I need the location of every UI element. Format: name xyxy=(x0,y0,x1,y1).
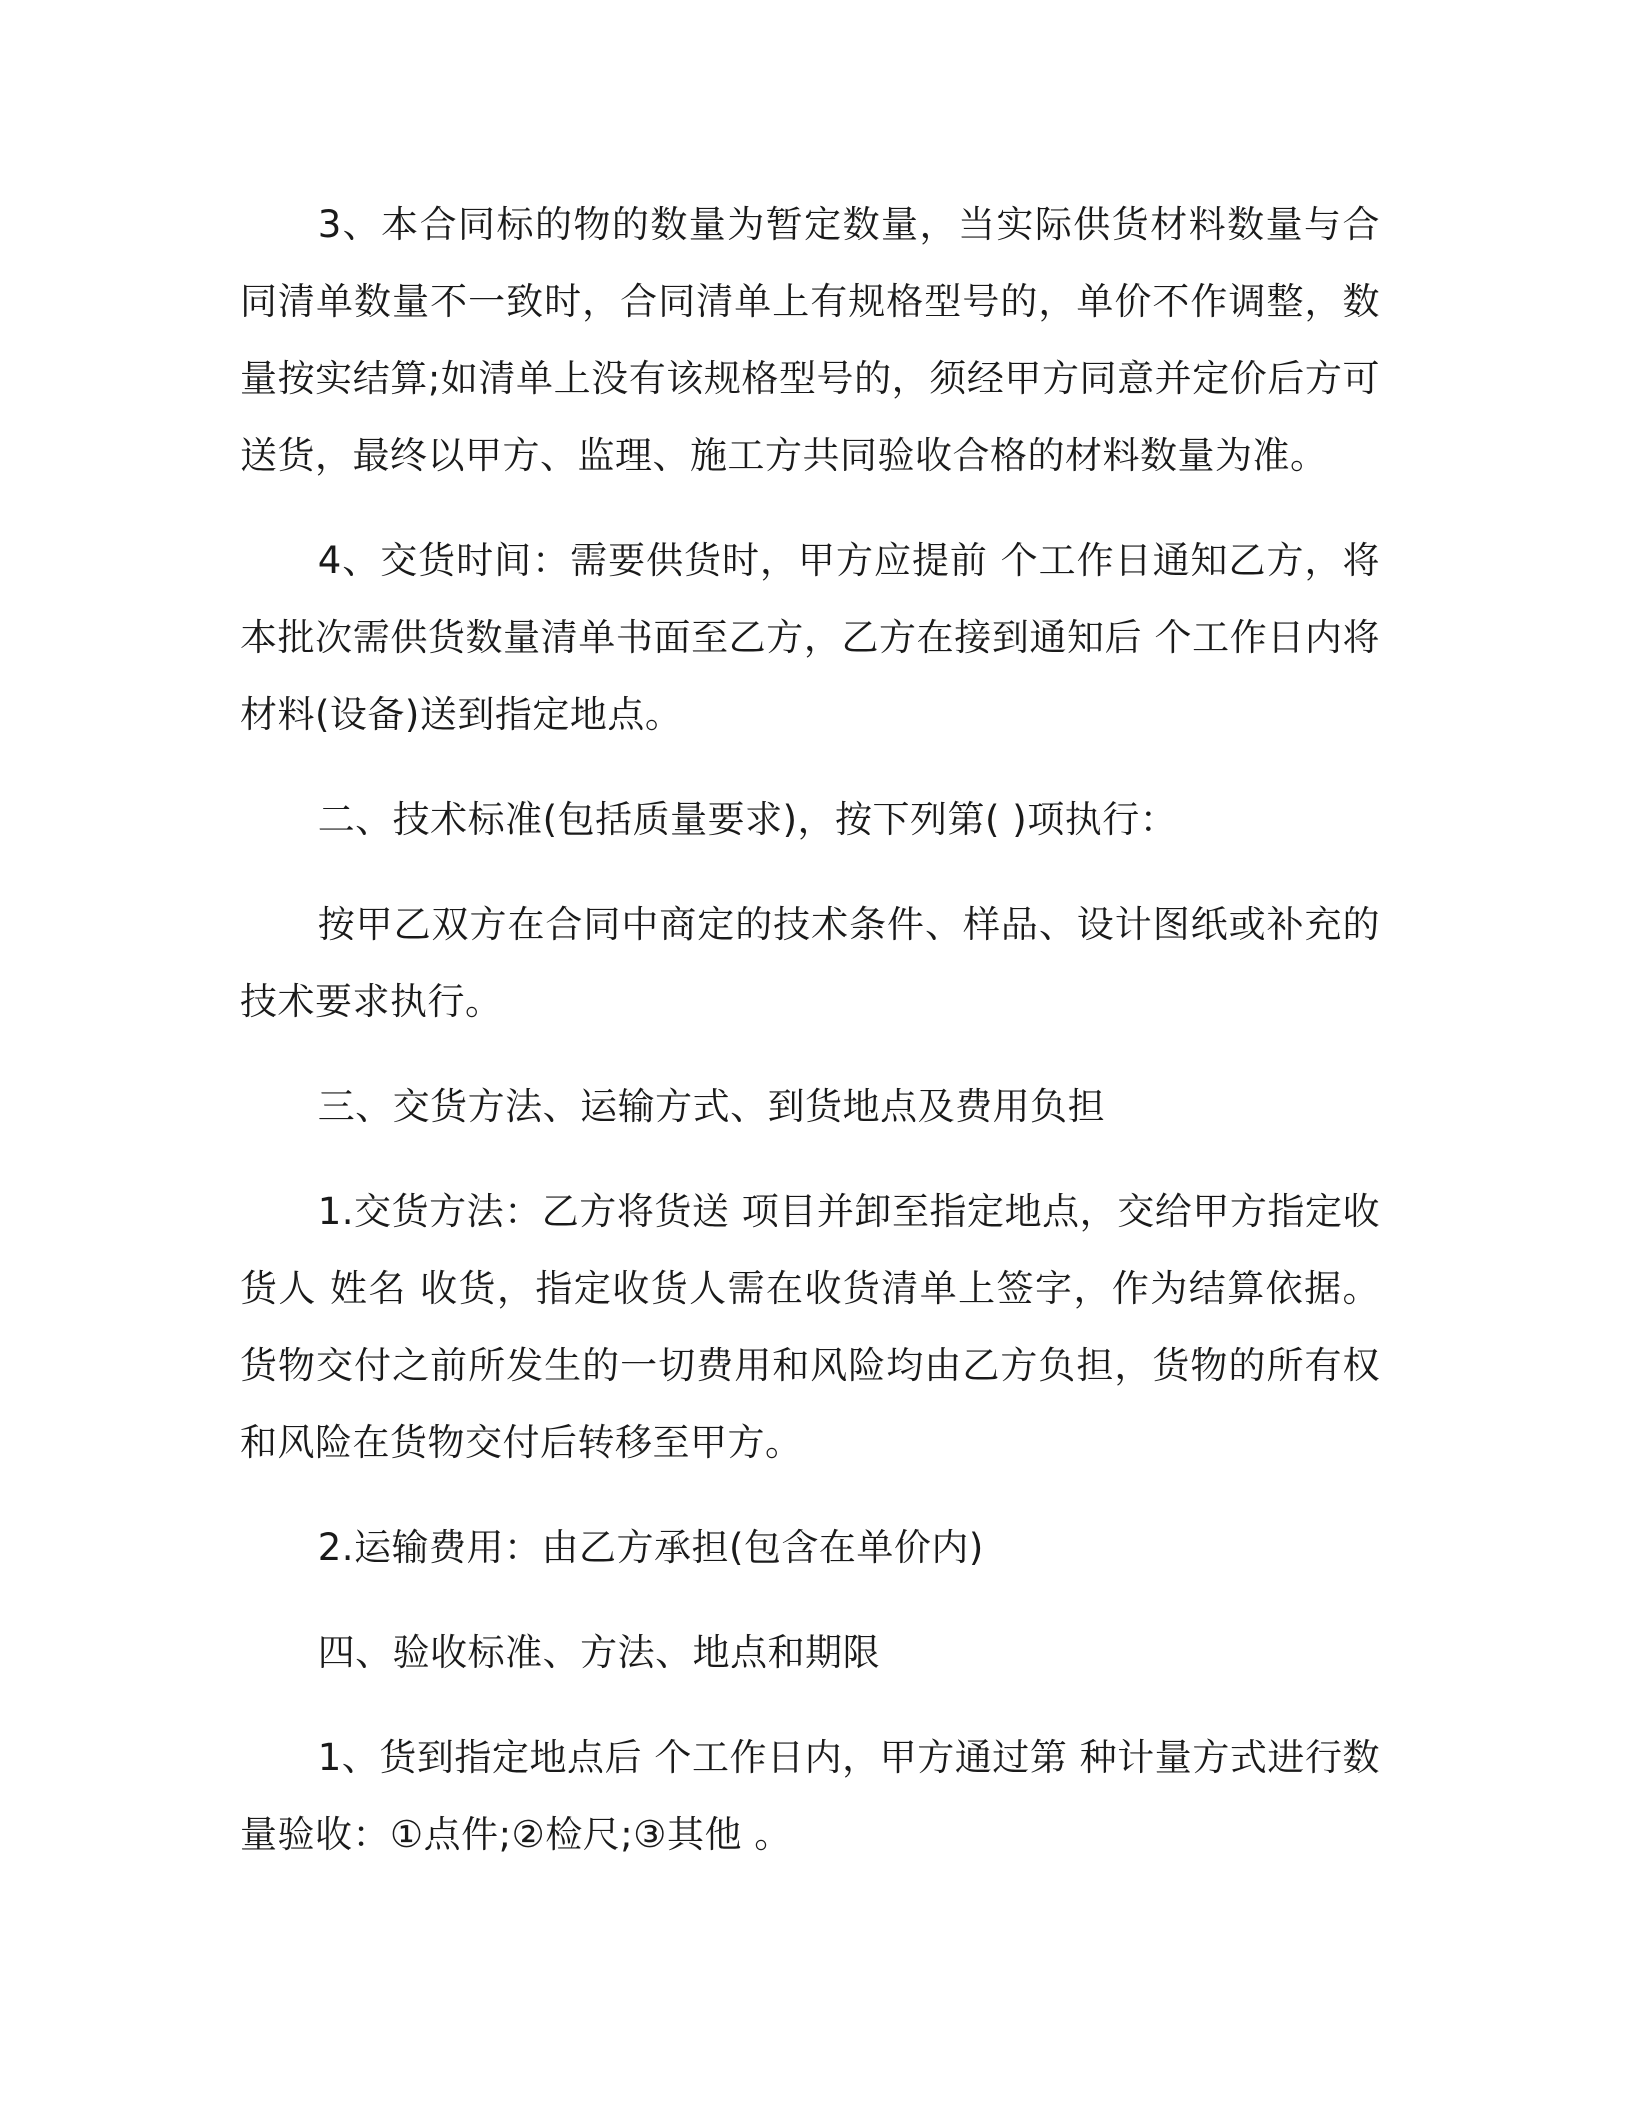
clause-delivery-method: 1.交货方法：乙方将货送 项目并卸至指定地点，交给甲方指定收货人 姓名 收货，指定收货人需在收货清单上签字，作为结算依据。货物交付之前所发生的一切费用和风险均由乙方负担，货物的所有权和风险在货物交付后转移至甲方。 xyxy=(240,1190,1380,1464)
section-technical-standards-heading: 二、技术标准(包括质量要求)，按下列第( )项执行： xyxy=(317,798,1178,841)
document-body xyxy=(240,186,1380,1873)
clause-quantity-inspection: 1、货到指定地点后 个工作日内，甲方通过第 种计量方式进行数量验收：①点件;②检尺;③其他 。 xyxy=(240,1736,1380,1856)
clause-delivery-time: 4、交货时间：需要供货时，甲方应提前 个工作日通知乙方，将本批次需供货数量清单书面至乙方，乙方在接到通知后 个工作日内将材料(设备)送到指定地点。 xyxy=(240,539,1380,736)
section-acceptance-heading: 四、验收标准、方法、地点和期限 xyxy=(317,1631,881,1674)
section-delivery-method-heading: 三、交货方法、运输方式、到货地点及费用负担 xyxy=(317,1085,1106,1128)
clause-technical-requirements: 按甲乙双方在合同中商定的技术条件、样品、设计图纸或补充的技术要求执行。 xyxy=(240,903,1380,1023)
clause-quantity-settlement: 3、本合同标的物的数量为暂定数量，当实际供货材料数量与合同清单数量不一致时，合同清单上有规格型号的，单价不作调整，数量按实结算;如清单上没有该规格型号的，须经甲方同意并定价后方可送货，最终以甲方、监理、施工方共同验收合格的材料数量为准。 xyxy=(240,203,1380,477)
clause-transport-cost: 2.运输费用：由乙方承担(包含在单价内) xyxy=(317,1526,984,1569)
